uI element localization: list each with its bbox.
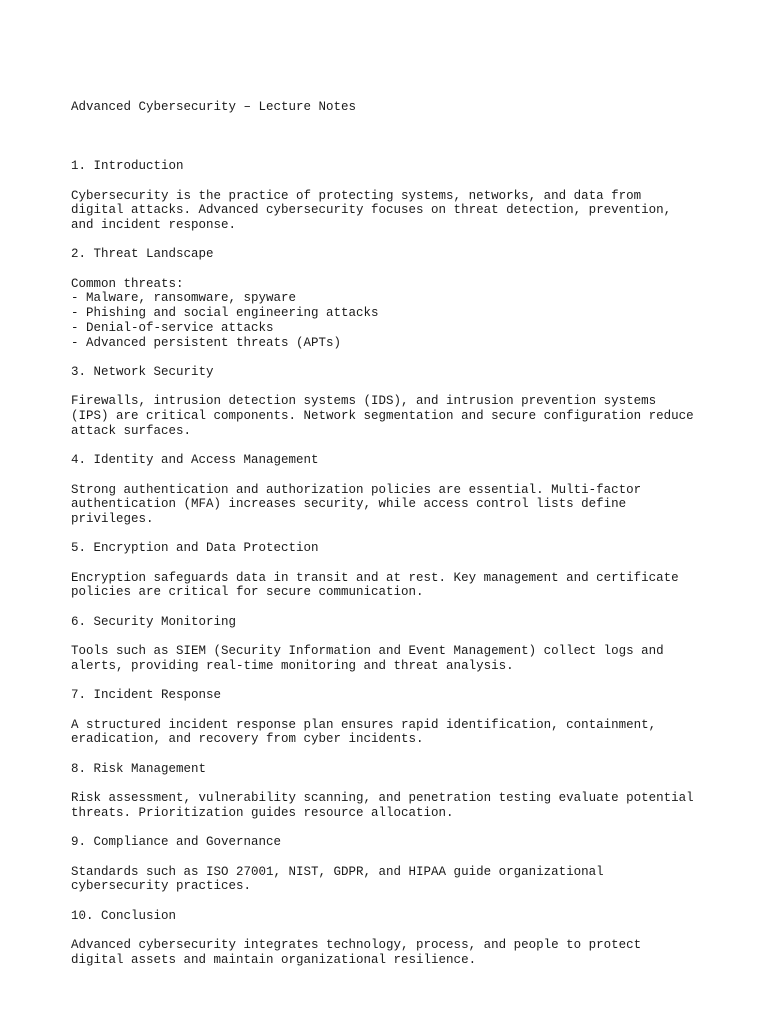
paragraph-line: (IPS) are critical components. Network segmentation and secure configuration reduce bbox=[71, 409, 694, 424]
section-paragraph bbox=[71, 791, 751, 820]
section-paragraph bbox=[71, 938, 751, 967]
section-heading: 8. Risk Management bbox=[71, 761, 207, 776]
paragraph-line: Advanced cybersecurity integrates technology, process, and people to protect bbox=[71, 938, 642, 953]
section-paragraph bbox=[71, 189, 751, 233]
paragraph-line: Common threats: bbox=[71, 276, 184, 291]
paragraph-line: - Denial-of-service attacks bbox=[71, 320, 274, 335]
paragraph-line: A structured incident response plan ensures rapid identification, containment, bbox=[71, 717, 657, 732]
section-heading: 1. Introduction bbox=[71, 159, 184, 174]
paragraph-line: privileges. bbox=[71, 511, 154, 526]
paragraph-line: Tools such as SIEM (Security Information and Event Management) collect logs and bbox=[71, 644, 664, 659]
paragraph-line: Firewalls, intrusion detection systems (IDS), and intrusion prevention systems bbox=[71, 394, 657, 409]
section-paragraph bbox=[71, 571, 751, 600]
section-paragraph bbox=[71, 718, 751, 747]
paragraph-line: eradication, and recovery from cyber incidents. bbox=[71, 732, 424, 747]
document-body bbox=[71, 159, 751, 967]
paragraph-line: authentication (MFA) increases security, while access control lists define bbox=[71, 497, 627, 512]
section-heading: 2. Threat Landscape bbox=[71, 247, 214, 262]
paragraph-line: threats. Prioritization guides resource allocation. bbox=[71, 805, 454, 820]
paragraph-line: Encryption safeguards data in transit and at rest. Key management and certificate bbox=[71, 570, 679, 585]
section-paragraph bbox=[71, 483, 751, 527]
section-paragraph bbox=[71, 644, 751, 673]
paragraph-line: digital assets and maintain organizational resilience. bbox=[71, 952, 477, 967]
paragraph-line: Strong authentication and authorization policies are essential. Multi-factor bbox=[71, 482, 642, 497]
section-heading: 4. Identity and Access Management bbox=[71, 453, 319, 468]
paragraph-line: - Malware, ransomware, spyware bbox=[71, 291, 297, 306]
section-paragraph bbox=[71, 865, 751, 894]
section-heading: 3. Network Security bbox=[71, 364, 214, 379]
section-heading: 6. Security Monitoring bbox=[71, 614, 237, 629]
paragraph-line: Cybersecurity is the practice of protecting systems, networks, and data from bbox=[71, 188, 642, 203]
section-heading: 5. Encryption and Data Protection bbox=[71, 541, 319, 556]
section-heading: 10. Conclusion bbox=[71, 908, 177, 923]
section-heading: 9. Compliance and Governance bbox=[71, 835, 282, 850]
paragraph-line: - Phishing and social engineering attacks bbox=[71, 306, 379, 321]
paragraph-line: Standards such as ISO 27001, NIST, GDPR, and HIPAA guide organizational bbox=[71, 864, 604, 879]
paragraph-line: alerts, providing real-time monitoring and threat analysis. bbox=[71, 658, 514, 673]
document-title: Advanced Cybersecurity – Lecture Notes bbox=[71, 100, 357, 115]
paragraph-line: and incident response. bbox=[71, 218, 237, 232]
paragraph-line: policies are critical for secure communication. bbox=[71, 585, 424, 600]
section-paragraph bbox=[71, 277, 751, 351]
paragraph-line: attack surfaces. bbox=[71, 423, 192, 438]
section-paragraph bbox=[71, 394, 751, 438]
document-page bbox=[71, 71, 751, 997]
paragraph-line: Risk assessment, vulnerability scanning, and penetration testing evaluate potential bbox=[71, 791, 694, 806]
paragraph-line: cybersecurity practices. bbox=[71, 879, 252, 894]
paragraph-line: - Advanced persistent threats (APTs) bbox=[71, 335, 342, 350]
section-heading: 7. Incident Response bbox=[71, 688, 222, 703]
paragraph-line: digital attacks. Advanced cybersecurity focuses on threat detection, prevention, bbox=[71, 203, 672, 218]
